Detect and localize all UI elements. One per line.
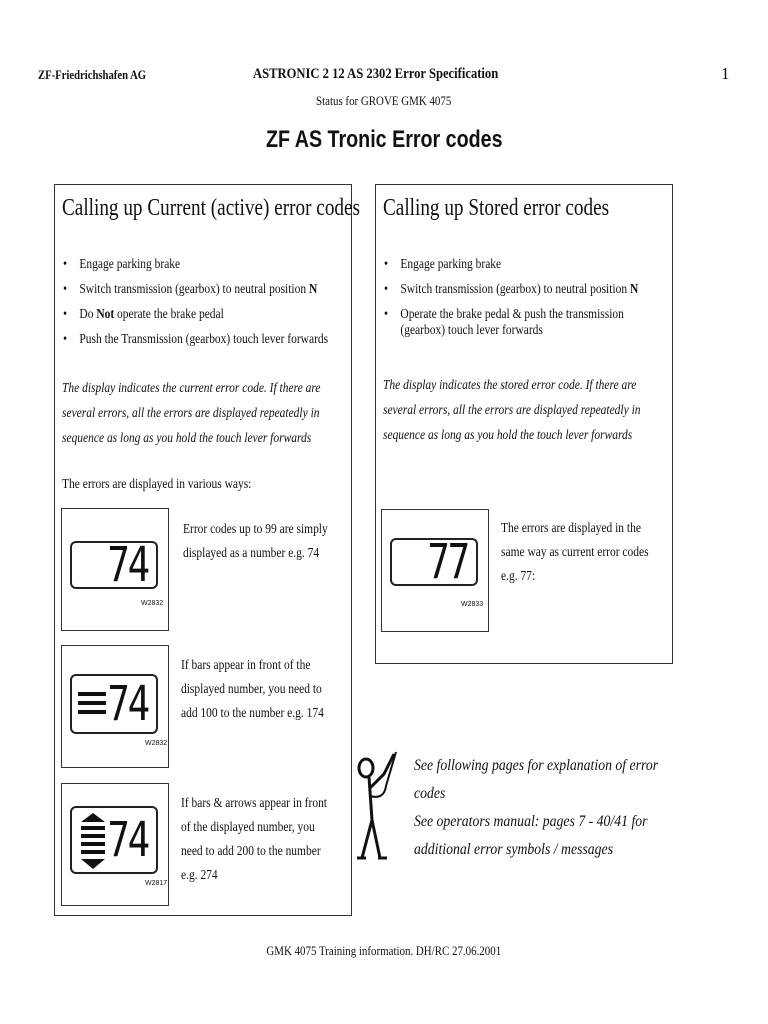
stored-steps-list xyxy=(384,257,663,348)
bar-indicator xyxy=(78,692,106,696)
status-line: Status for GROVE GMK 4075 xyxy=(316,93,452,108)
current-step-4: • Push the Transmission (gearbox) touch lever forwards xyxy=(63,332,342,348)
error-code-digits: 74 xyxy=(107,676,148,732)
bar-indicator xyxy=(78,701,106,705)
lcd-screen xyxy=(70,806,158,874)
lcd-screen xyxy=(70,537,158,593)
stored-step-2: • Switch transmission (gearbox) to neutral position N xyxy=(384,282,663,298)
error-code-digits: 74 xyxy=(107,812,148,868)
lcd-example-bars xyxy=(61,645,169,768)
example-bars-description: If bars appear in front of the displayed number, you need to add 100 to the number e.g. 174 xyxy=(181,658,324,721)
bars-and-arrows-icon xyxy=(79,812,107,870)
lcd-screen xyxy=(390,534,478,590)
figure-tag: W2817 xyxy=(145,880,168,887)
example-plain-description: Error codes up to 99 are simply displayed as a number e.g. 74 xyxy=(183,522,328,561)
current-step-1: • Engage parking brake xyxy=(63,257,342,273)
stored-error-codes-panel xyxy=(375,184,673,664)
current-error-codes-panel xyxy=(54,184,361,916)
current-error-codes-heading: Calling up Current (active) error codes xyxy=(62,195,361,221)
lcd-example-stored xyxy=(381,509,489,632)
current-step-2: • Switch transmission (gearbox) to neutral position N xyxy=(63,282,342,298)
current-steps-list xyxy=(63,257,342,357)
bar-indicator xyxy=(78,710,106,714)
company-name: ZF-Friedrichshafen AG xyxy=(38,67,147,82)
reference-note xyxy=(414,752,663,864)
error-code-digits: 77 xyxy=(427,534,468,590)
document-title: ASTRONIC 2 12 AS 2302 Error Specification xyxy=(253,66,499,82)
page-footer: GMK 4075 Training information. DH/RC 27.06.2001 xyxy=(266,943,502,958)
lcd-screen xyxy=(70,674,158,734)
figure-tag: W2833 xyxy=(461,601,484,608)
figure-tag: W2832 xyxy=(145,740,168,747)
stored-example-description: The errors are displayed in the same way as current error codes e.g. 77: xyxy=(501,521,649,584)
page-title: ZF AS Tronic Error codes xyxy=(265,126,503,153)
current-display-note: The display indicates the current error code. If there are several errors, all the errors are displayed repeatedly in sequence as long as you hold the touch lever forwards xyxy=(62,381,321,446)
lcd-example-plain xyxy=(61,508,169,631)
reference-note-line-1: See following pages for explanation of error codes xyxy=(414,757,659,802)
stored-step-3: • Operate the brake pedal & push the transmission (gearbox) touch lever forwards xyxy=(384,307,663,339)
example-bars-arrows-description: If bars & arrows appear in front of the displayed number, you need to add 200 to the number e.g. 274 xyxy=(181,796,327,883)
display-ways-intro: The errors are displayed in various ways: xyxy=(62,477,252,492)
lcd-example-bars-arrows xyxy=(61,783,169,906)
stored-display-note: The display indicates the stored error code. If there are several errors, all the errors are displayed repeatedly in sequence as long as you hold the touch lever forwards xyxy=(383,378,641,443)
error-code-digits: 74 xyxy=(107,537,148,593)
stick-figure-pointer-icon xyxy=(354,748,404,863)
current-step-3: • Do Not operate the brake pedal xyxy=(63,307,342,323)
stored-error-codes-heading: Calling up Stored error codes xyxy=(383,195,610,221)
stored-step-1: • Engage parking brake xyxy=(384,257,663,273)
reference-note-line-2: See operators manual: pages 7 - 40/41 for additional error symbols / messages xyxy=(414,813,648,858)
page-number: 1 xyxy=(721,64,730,83)
figure-tag: W2832 xyxy=(141,600,164,607)
